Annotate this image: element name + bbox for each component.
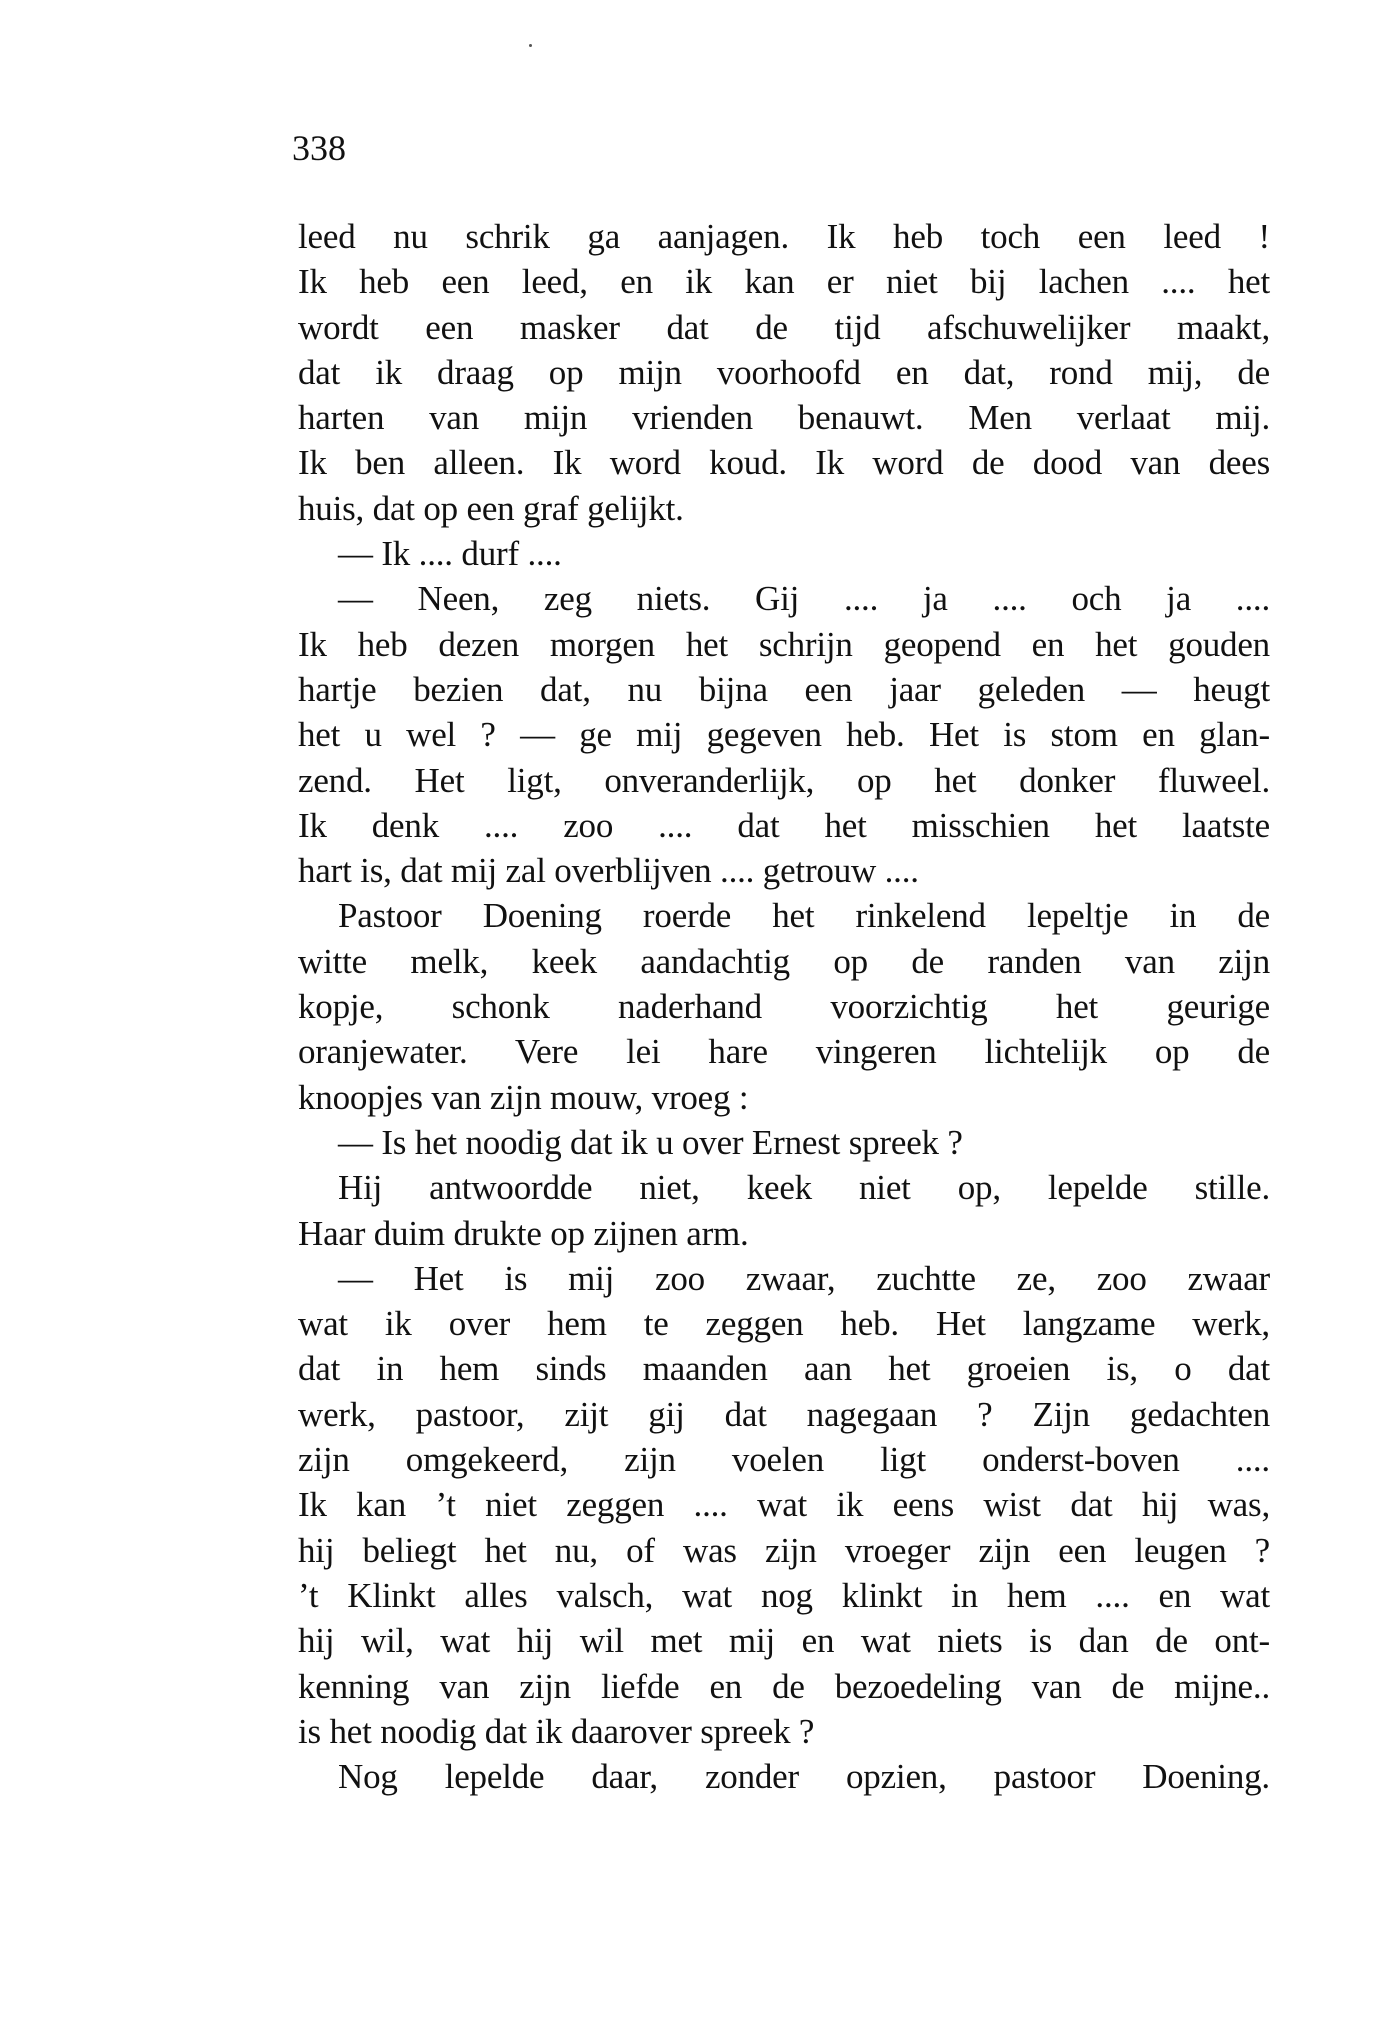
text-line: kopje, schonk naderhand voorzichtig het geurige xyxy=(298,987,1270,1027)
text-line: Pastoor Doening roerde het rinkelend lepeltje in de xyxy=(338,896,1270,936)
text-line: Ik heb dezen morgen het schrijn geopend en het gouden xyxy=(298,624,1270,664)
text-line: Ik kan ’t niet zeggen .... wat ik eens wist dat hij was, xyxy=(298,1485,1270,1525)
text-line: Ik heb een leed, en ik kan er niet bij lachen .... het xyxy=(298,262,1270,302)
text-line: Nog lepelde daar, zonder opzien, pastoor Doening. xyxy=(338,1757,1270,1797)
text-line: zend. Het ligt, onveranderlijk, op het donker fluweel. xyxy=(298,760,1270,800)
scan-speck xyxy=(529,44,532,47)
text-line: Ik ben alleen. Ik word koud. Ik word de dood van dees xyxy=(298,443,1270,483)
text-line: dat in hem sinds maanden aan het groeien is, o dat xyxy=(298,1349,1270,1389)
text-line: harten van mijn vrienden benauwt. Men verlaat mij. xyxy=(298,398,1270,438)
text-line: — Is het noodig dat ik u over Ernest spreek ? xyxy=(338,1122,963,1162)
text-line: hij beliegt het nu, of was zijn vroeger zijn een leugen ? xyxy=(298,1530,1270,1570)
text-line: wat ik over hem te zeggen heb. Het langzame werk, xyxy=(298,1304,1270,1344)
text-line: hart is, dat mij zal overblijven .... getrouw .... xyxy=(298,851,919,891)
text-line: huis, dat op een graf gelijkt. xyxy=(298,488,684,528)
page-number: 338 xyxy=(292,128,346,168)
text-line: leed nu schrik ga aanjagen. Ik heb toch een leed ! xyxy=(298,217,1270,256)
text-line: werk, pastoor, zijt gij dat nagegaan ? Zijn gedachten xyxy=(298,1394,1270,1434)
text-line: knoopjes van zijn mouw, vroeg : xyxy=(298,1077,749,1117)
text-line: hartje bezien dat, nu bijna een jaar geleden — heugt xyxy=(298,669,1270,709)
text-line: — Neen, zeg niets. Gij .... ja .... och ja .... xyxy=(338,579,1270,619)
text-line: kenning van zijn liefde en de bezoedeling van de mijne.. xyxy=(298,1666,1270,1706)
text-line: dat ik draag op mijn voorhoofd en dat, rond mij, de xyxy=(298,352,1270,392)
text-line: oranjewater. Vere lei hare vingeren lichtelijk op de xyxy=(298,1032,1270,1072)
text-line: zijn omgekeerd, zijn voelen ligt onderst-boven .... xyxy=(298,1440,1270,1480)
text-line: witte melk, keek aandachtig op de randen van zijn xyxy=(298,941,1270,981)
text-line: Ik denk .... zoo .... dat het misschien het laatste xyxy=(298,805,1270,845)
body-text xyxy=(298,214,1270,1799)
text-line: Hij antwoordde niet, keek niet op, lepelde stille. xyxy=(338,1168,1270,1208)
text-line: Haar duim drukte op zijnen arm. xyxy=(298,1213,749,1253)
text-line: — Het is mij zoo zwaar, zuchtte ze, zoo zwaar xyxy=(338,1258,1270,1298)
text-line: het u wel ? — ge mij gegeven heb. Het is stom en glan- xyxy=(298,715,1270,755)
text-line: — Ik .... durf .... xyxy=(338,534,562,574)
text-line: is het noodig dat ik daarover spreek ? xyxy=(298,1711,815,1751)
text-line: wordt een masker dat de tijd afschuwelijker maakt, xyxy=(298,307,1270,347)
text-line: hij wil, wat hij wil met mij en wat niets is dan de ont- xyxy=(298,1621,1270,1661)
text-line: ’t Klinkt alles valsch, wat nog klinkt in hem .... en wat xyxy=(298,1575,1270,1615)
